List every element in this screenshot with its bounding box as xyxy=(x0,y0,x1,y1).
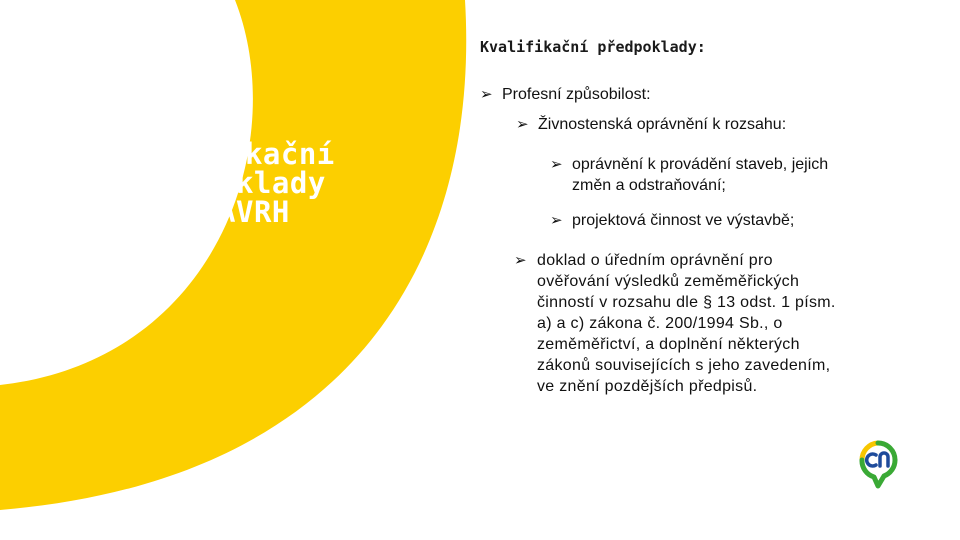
bullet-item xyxy=(480,84,651,105)
side-title-line: - NÁVRH xyxy=(164,195,290,229)
arrow-bullet-icon: ➢ xyxy=(480,86,493,103)
bullet-text-line: a) a c) zákona č. 200/1994 Sb., o xyxy=(537,315,783,332)
bullet-text-line: zákonů souvisejících s jeho zavedením, xyxy=(537,357,831,374)
bullet-text-line: ve znění pozdějších předpisů. xyxy=(537,378,758,395)
bullet-item xyxy=(550,154,828,196)
bullet-text: projektová činnost ve výstavbě; xyxy=(572,212,795,229)
arrow-bullet-icon: ➢ xyxy=(550,212,563,229)
cs-speech-bubble-logo-icon xyxy=(856,436,900,492)
bullet-item xyxy=(550,210,794,231)
arrow-bullet-icon: ➢ xyxy=(516,116,529,133)
bullet-item xyxy=(514,250,836,397)
bullet-text-line: doklad o úředním oprávnění pro xyxy=(537,252,773,269)
side-title-line: Kvalifikační xyxy=(119,137,335,171)
bullet-text-line: zeměměřictví, a doplnění některých xyxy=(537,336,800,353)
bullet-text-line: činností v rozsahu dle § 13 odst. 1 písm. xyxy=(537,294,836,311)
side-title xyxy=(96,137,358,229)
slide-heading: Kvalifikační předpoklady: xyxy=(480,38,706,56)
bullet-text: Profesní způsobilost: xyxy=(502,86,651,103)
arrow-bullet-icon: ➢ xyxy=(514,252,527,269)
bullet-text-line: ověřování výsledků zeměměřických xyxy=(537,273,800,290)
arrow-bullet-icon: ➢ xyxy=(550,156,563,173)
bullet-text-line: oprávnění k provádění staveb, jejich xyxy=(572,156,829,173)
bullet-text-line: změn a odstraňování; xyxy=(572,177,726,194)
bullet-text: Živnostenská oprávnění k rozsahu: xyxy=(538,116,787,133)
bullet-item xyxy=(516,114,786,135)
side-title-line: předpoklady xyxy=(128,166,326,200)
